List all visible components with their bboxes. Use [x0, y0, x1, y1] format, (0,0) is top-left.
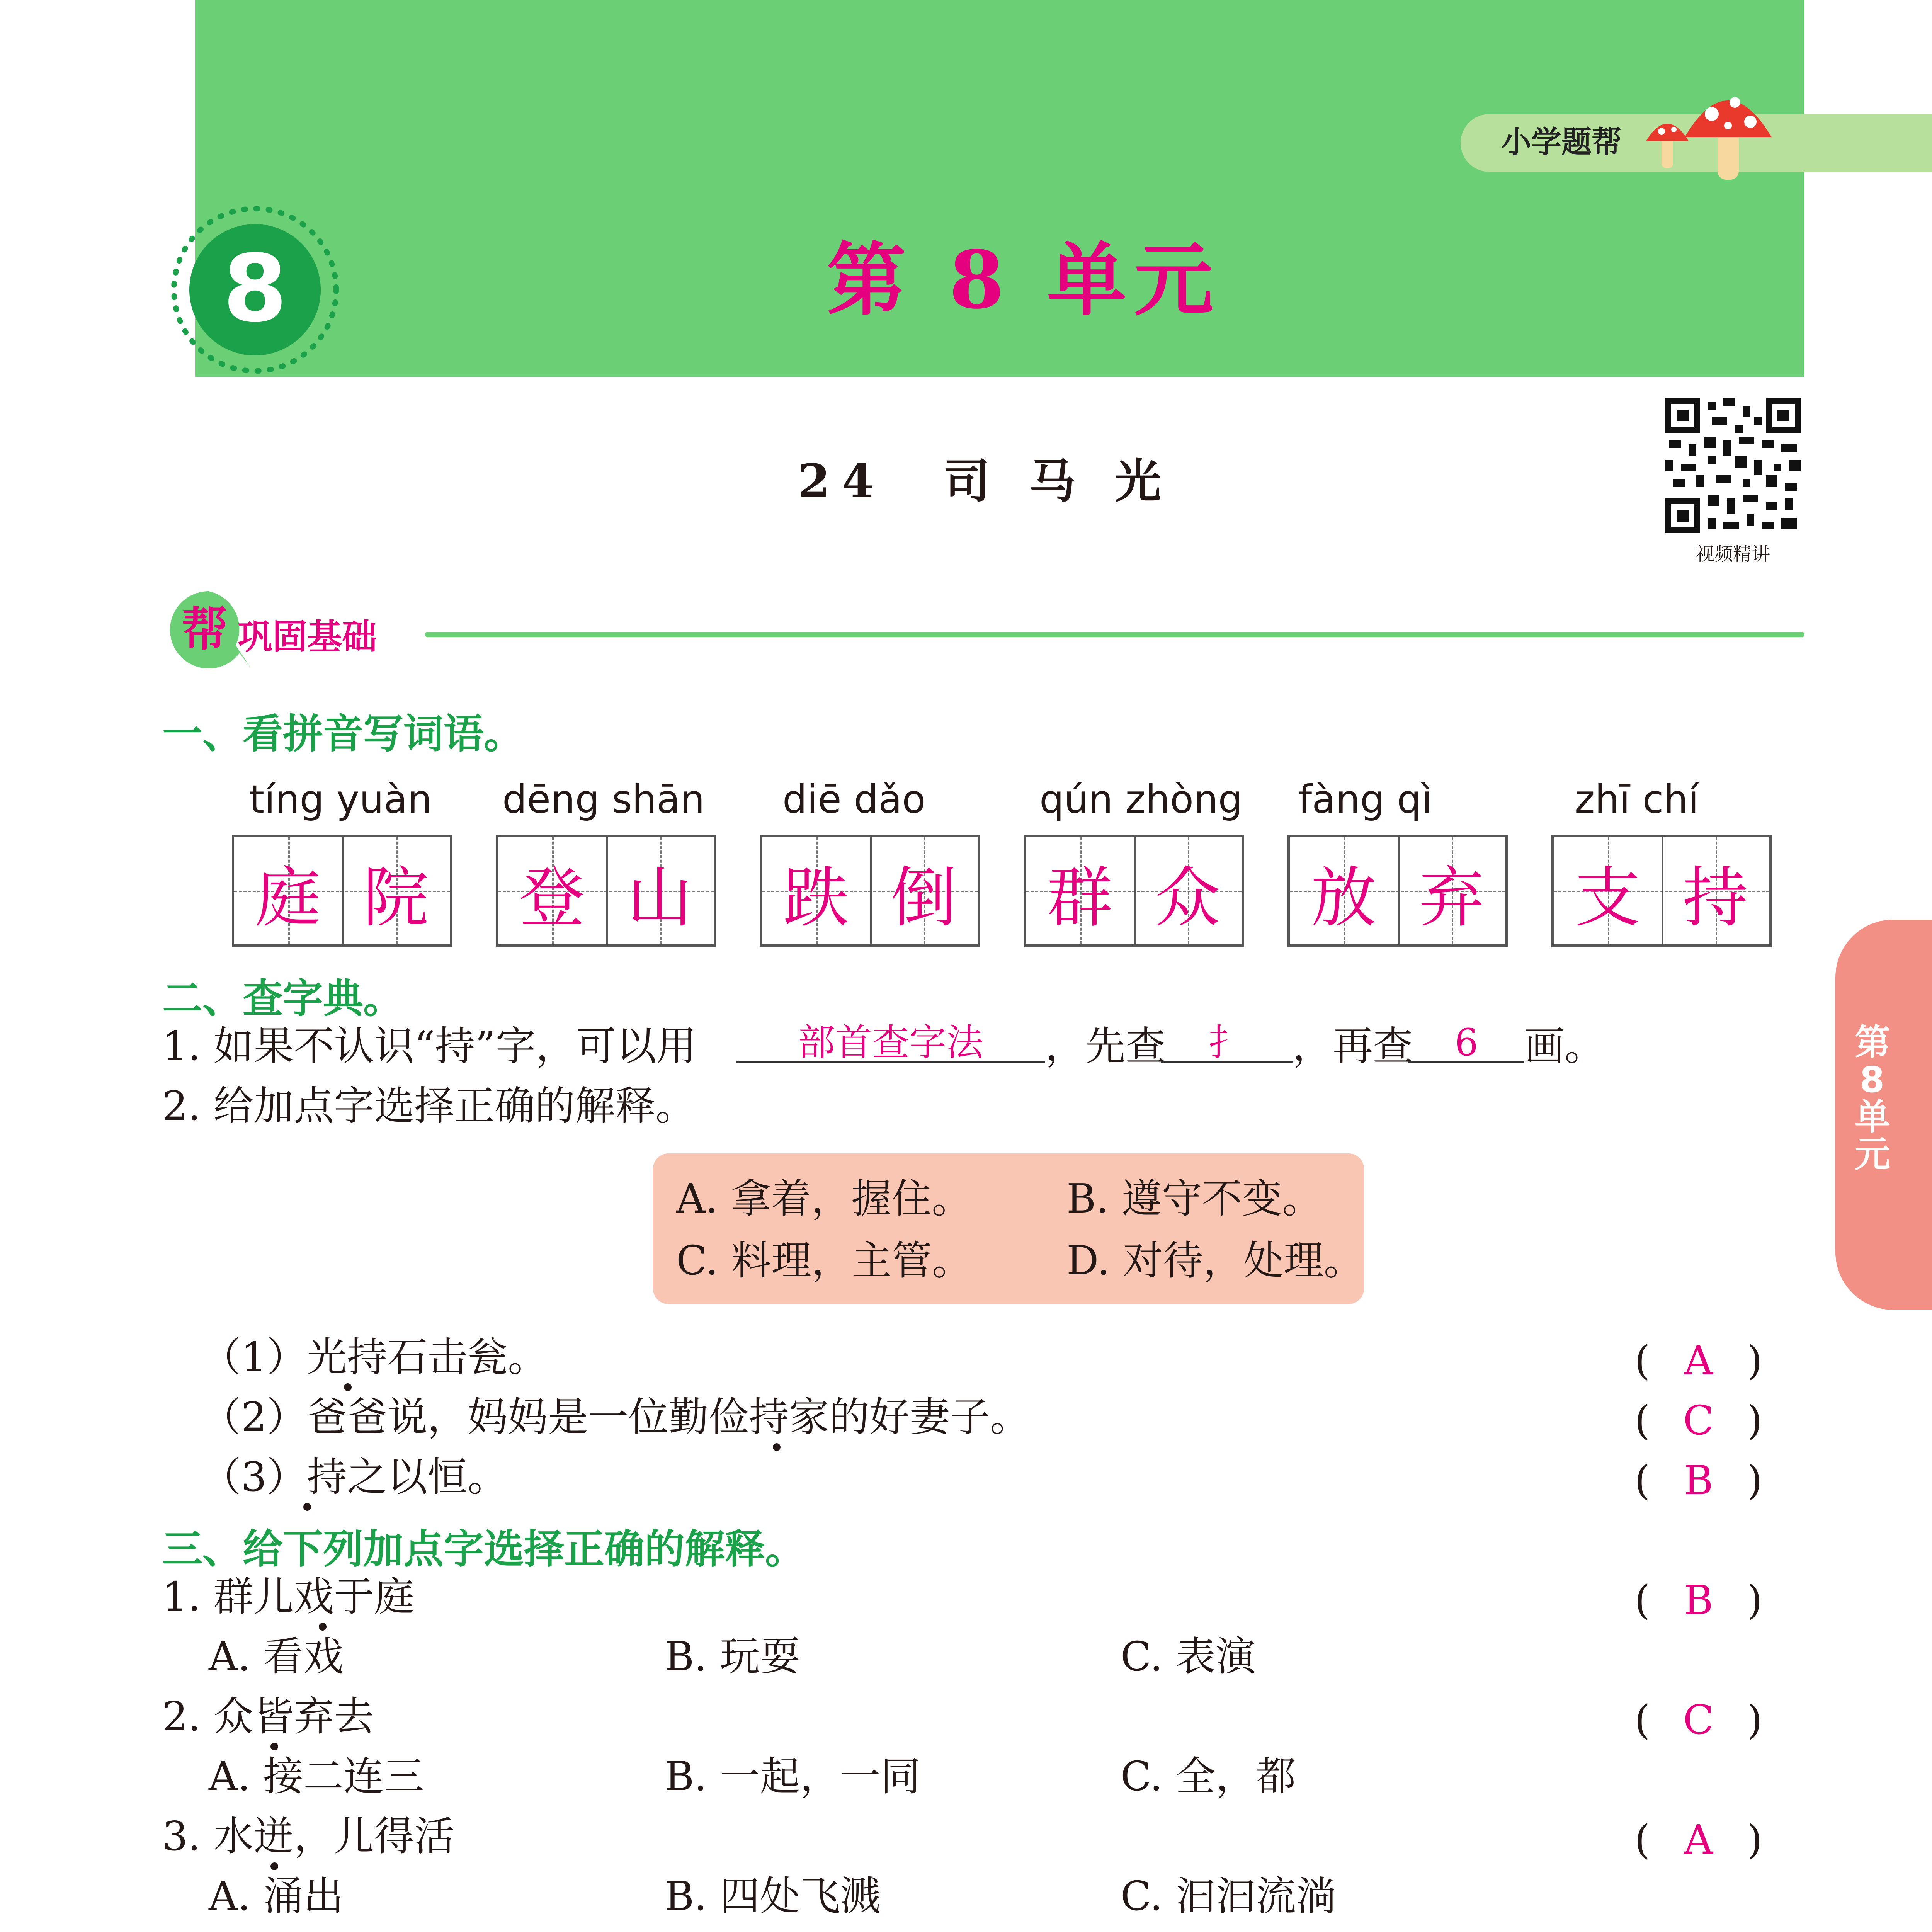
answer-paren: ( B ) — [1634, 1457, 1763, 1504]
section-divider — [425, 632, 1804, 637]
side-tab-text: 第8单元 — [1855, 1022, 1891, 1175]
brand-label: 小学题帮 — [1501, 125, 1622, 160]
lesson-title: 24 司 马 光 — [798, 454, 1173, 509]
pinyin: dēng shān — [502, 777, 705, 822]
answer-blank: 6 — [1408, 1024, 1524, 1063]
option: C. 全，都 — [1121, 1753, 1296, 1800]
q3-heading: 三、给下列加点字选择正确的解释。 — [162, 1526, 806, 1573]
answer-paren: ( C ) — [1634, 1696, 1763, 1743]
q2-sub: （2）爸爸说，妈妈是一位勤俭持家的好妻子。 — [201, 1393, 1031, 1440]
tianzige-box — [1551, 835, 1772, 947]
q2-sub: （1）光持石击瓮。 — [201, 1333, 548, 1381]
tianzige-box — [232, 835, 452, 947]
answer-char: 持 — [1682, 860, 1748, 936]
pinyin: qún zhòng — [1039, 777, 1243, 822]
option: A. 接二连三 — [209, 1753, 424, 1800]
answer-char: 山 — [627, 860, 693, 936]
answer-paren: ( A ) — [1634, 1337, 1763, 1384]
pinyin: zhī chí — [1575, 777, 1699, 822]
answer-char: 放 — [1311, 860, 1377, 936]
tianzige-box — [760, 835, 980, 947]
q2-item1-part3: ，再查 — [1293, 1022, 1413, 1070]
q1-heading: 一、看拼音写词语。 — [162, 710, 524, 757]
unit-number: 8 — [223, 235, 287, 343]
pinyin: tíng yuàn — [249, 777, 432, 822]
unit-badge — [170, 205, 340, 375]
option: C. 汩汩流淌 — [1121, 1872, 1336, 1920]
section-label: 巩固基础 — [238, 617, 377, 657]
q2-item1-part2: ，先查 — [1045, 1022, 1166, 1070]
mushroom-icon — [1638, 71, 1777, 184]
q3-stem: 3. 水迸，儿得活 — [162, 1813, 455, 1860]
tianzige-box — [1024, 835, 1244, 947]
emphasis-dot — [270, 1743, 278, 1750]
emphasis-dot — [270, 1862, 278, 1870]
q2-item1-part4: 画。 — [1524, 1022, 1605, 1070]
answer-char: 庭 — [255, 860, 321, 936]
option: D. 对待，处理。 — [1066, 1237, 1364, 1284]
answer-char: 众 — [1155, 860, 1221, 936]
emphasis-dot — [319, 1623, 327, 1631]
answer-paren: ( A ) — [1634, 1816, 1763, 1863]
answer-char: 跌 — [783, 860, 849, 936]
answer-char: 登 — [519, 860, 585, 936]
q3-stem: 2. 众皆弃去 — [162, 1693, 374, 1740]
answer-blank: 扌 — [1161, 1024, 1293, 1063]
option: C. 表演 — [1121, 1633, 1256, 1680]
emphasis-dot — [303, 1503, 311, 1511]
qr-label: 视频精讲 — [1696, 543, 1770, 565]
pinyin: diē dǎo — [782, 777, 926, 822]
answer-char: 支 — [1575, 860, 1641, 936]
svg-text:帮: 帮 — [182, 602, 228, 656]
tianzige-box — [1287, 835, 1508, 947]
option: B. 遵守不变。 — [1066, 1175, 1323, 1222]
answer-char: 院 — [363, 860, 429, 936]
emphasis-dot — [344, 1383, 352, 1391]
q3-stem: 1. 群儿戏于庭 — [162, 1573, 415, 1620]
q2-item2: 2. 给加点字选择正确的解释。 — [162, 1082, 696, 1129]
option: A. 拿着，握住。 — [676, 1175, 972, 1222]
banner-wave — [195, 340, 1804, 417]
option: C. 料理，主管。 — [676, 1237, 972, 1284]
answer-paren: ( B ) — [1634, 1577, 1763, 1624]
answer-char: 弃 — [1418, 860, 1485, 936]
q2-item1-part1: 1. 如果不认识“持”字，可以用 — [162, 1022, 697, 1070]
unit-title: 第 8 单元 — [827, 234, 1221, 327]
answer-char: 群 — [1047, 860, 1113, 936]
option: A. 涌出 — [209, 1872, 344, 1920]
option: B. 一起，一同 — [665, 1753, 921, 1800]
answer-paren: ( C ) — [1634, 1397, 1763, 1444]
answer-char: 倒 — [891, 860, 957, 936]
option: A. 看戏 — [209, 1633, 344, 1680]
answer-blank: 部首查字法 — [736, 1024, 1045, 1063]
option: B. 四处飞溅 — [665, 1872, 881, 1920]
qr-code-icon[interactable] — [1662, 394, 1804, 537]
emphasis-dot — [773, 1443, 781, 1451]
section-consolidate-header — [162, 587, 1804, 665]
option: B. 玩耍 — [665, 1633, 800, 1680]
q2-sub: （3）持之以恒。 — [201, 1453, 508, 1500]
pinyin: fàng qì — [1298, 777, 1432, 822]
tianzige-box — [496, 835, 716, 947]
q2-heading: 二、查字典。 — [162, 975, 404, 1022]
